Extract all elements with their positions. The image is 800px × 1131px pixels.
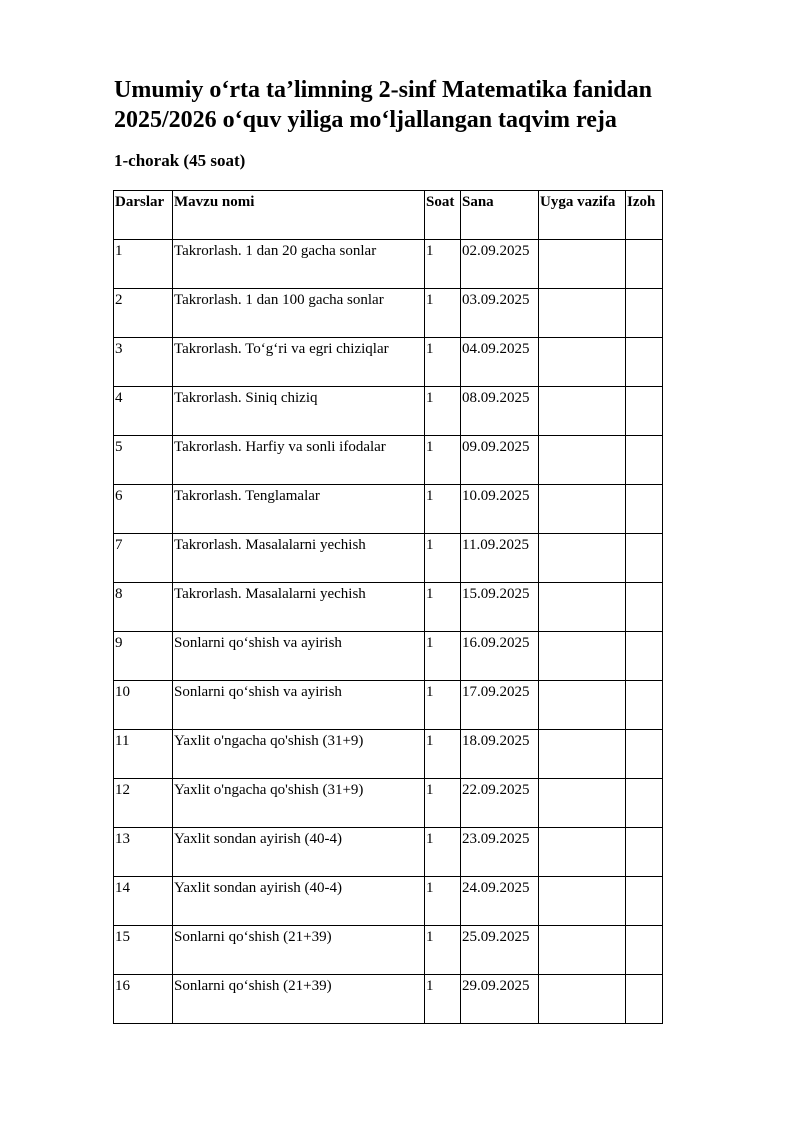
lesson-number-cell: 15 [114,926,173,975]
lesson-number-cell: 13 [114,828,173,877]
hours-cell: 1 [425,730,461,779]
hours-cell: 1 [425,779,461,828]
hours-cell: 1 [425,975,461,1024]
hours-cell: 1 [425,240,461,289]
table-row [114,632,663,681]
note-cell [626,828,663,877]
table-row [114,534,663,583]
hours-cell: 1 [425,926,461,975]
date-cell: 23.09.2025 [461,828,539,877]
topic-cell: Takrorlash. Siniq chiziq [173,387,425,436]
lesson-number-cell: 3 [114,338,173,387]
table-row [114,779,663,828]
homework-cell [539,975,626,1024]
header-topic: Mavzu nomi [173,191,425,240]
calendar-plan-table [113,190,663,1024]
topic-cell: Sonlarni qo‘shish va ayirish [173,681,425,730]
note-cell [626,387,663,436]
date-cell: 15.09.2025 [461,583,539,632]
homework-cell [539,926,626,975]
date-cell: 08.09.2025 [461,387,539,436]
note-cell [626,632,663,681]
lesson-number-cell: 14 [114,877,173,926]
table-header-row [114,191,663,240]
note-cell [626,877,663,926]
lesson-number-cell: 12 [114,779,173,828]
hours-cell: 1 [425,583,461,632]
table-row [114,436,663,485]
header-hours: Soat [425,191,461,240]
note-cell [626,779,663,828]
topic-cell: Yaxlit o'ngacha qo'shish (31+9) [173,730,425,779]
page-title [114,75,754,135]
topic-cell: Sonlarni qo‘shish va ayirish [173,632,425,681]
note-cell [626,681,663,730]
topic-cell: Takrorlash. Tenglamalar [173,485,425,534]
header-homework: Uyga vazifa [539,191,626,240]
hours-cell: 1 [425,877,461,926]
note-cell [626,338,663,387]
date-cell: 29.09.2025 [461,975,539,1024]
note-cell [626,926,663,975]
table-row [114,240,663,289]
date-cell: 24.09.2025 [461,877,539,926]
date-cell: 03.09.2025 [461,289,539,338]
table-row [114,387,663,436]
homework-cell [539,240,626,289]
hours-cell: 1 [425,681,461,730]
homework-cell [539,877,626,926]
title-line-2: 2025/2026 o‘quv yiliga mo‘ljallangan taqvim reja [114,107,617,133]
topic-cell: Yaxlit sondan ayirish (40-4) [173,828,425,877]
header-date: Sana [461,191,539,240]
table-row [114,681,663,730]
note-cell [626,240,663,289]
hours-cell: 1 [425,436,461,485]
topic-cell: Sonlarni qo‘shish (21+39) [173,926,425,975]
topic-cell: Takrorlash. 1 dan 100 gacha sonlar [173,289,425,338]
homework-cell [539,387,626,436]
date-cell: 11.09.2025 [461,534,539,583]
date-cell: 25.09.2025 [461,926,539,975]
header-lessons: Darslar [114,191,173,240]
table-row [114,338,663,387]
lesson-number-cell: 9 [114,632,173,681]
homework-cell [539,681,626,730]
date-cell: 02.09.2025 [461,240,539,289]
note-cell [626,583,663,632]
hours-cell: 1 [425,485,461,534]
homework-cell [539,485,626,534]
note-cell [626,975,663,1024]
topic-cell: Takrorlash. Harfiy va sonli ifodalar [173,436,425,485]
topic-cell: Takrorlash. To‘g‘ri va egri chiziqlar [173,338,425,387]
topic-cell: Yaxlit o'ngacha qo'shish (31+9) [173,779,425,828]
hours-cell: 1 [425,534,461,583]
hours-cell: 1 [425,828,461,877]
table-row [114,289,663,338]
table-row [114,877,663,926]
table-row [114,485,663,534]
topic-cell: Takrorlash. Masalalarni yechish [173,583,425,632]
date-cell: 10.09.2025 [461,485,539,534]
homework-cell [539,338,626,387]
note-cell [626,534,663,583]
table-row [114,975,663,1024]
topic-cell: Sonlarni qo‘shish (21+39) [173,975,425,1024]
lesson-number-cell: 8 [114,583,173,632]
section-heading: 1-chorak (45 soat) [114,151,246,170]
note-cell [626,436,663,485]
lesson-number-cell: 1 [114,240,173,289]
table-row [114,828,663,877]
note-cell [626,730,663,779]
title-line-1: Umumiy o‘rta ta’limning 2-sinf Matematika fanidan [114,77,652,103]
homework-cell [539,632,626,681]
lesson-number-cell: 10 [114,681,173,730]
hours-cell: 1 [425,387,461,436]
hours-cell: 1 [425,289,461,338]
date-cell: 09.09.2025 [461,436,539,485]
header-note: Izoh [626,191,663,240]
homework-cell [539,534,626,583]
lesson-number-cell: 2 [114,289,173,338]
lesson-number-cell: 6 [114,485,173,534]
homework-cell [539,779,626,828]
table-row [114,730,663,779]
lesson-number-cell: 16 [114,975,173,1024]
lesson-number-cell: 11 [114,730,173,779]
homework-cell [539,730,626,779]
lesson-number-cell: 4 [114,387,173,436]
homework-cell [539,828,626,877]
hours-cell: 1 [425,338,461,387]
date-cell: 16.09.2025 [461,632,539,681]
date-cell: 04.09.2025 [461,338,539,387]
table-row [114,926,663,975]
date-cell: 22.09.2025 [461,779,539,828]
table-body [114,240,663,1024]
topic-cell: Takrorlash. 1 dan 20 gacha sonlar [173,240,425,289]
date-cell: 18.09.2025 [461,730,539,779]
topic-cell: Takrorlash. Masalalarni yechish [173,534,425,583]
date-cell: 17.09.2025 [461,681,539,730]
note-cell [626,485,663,534]
table-row [114,583,663,632]
topic-cell: Yaxlit sondan ayirish (40-4) [173,877,425,926]
hours-cell: 1 [425,632,461,681]
lesson-number-cell: 5 [114,436,173,485]
lesson-number-cell: 7 [114,534,173,583]
homework-cell [539,436,626,485]
homework-cell [539,583,626,632]
note-cell [626,289,663,338]
homework-cell [539,289,626,338]
